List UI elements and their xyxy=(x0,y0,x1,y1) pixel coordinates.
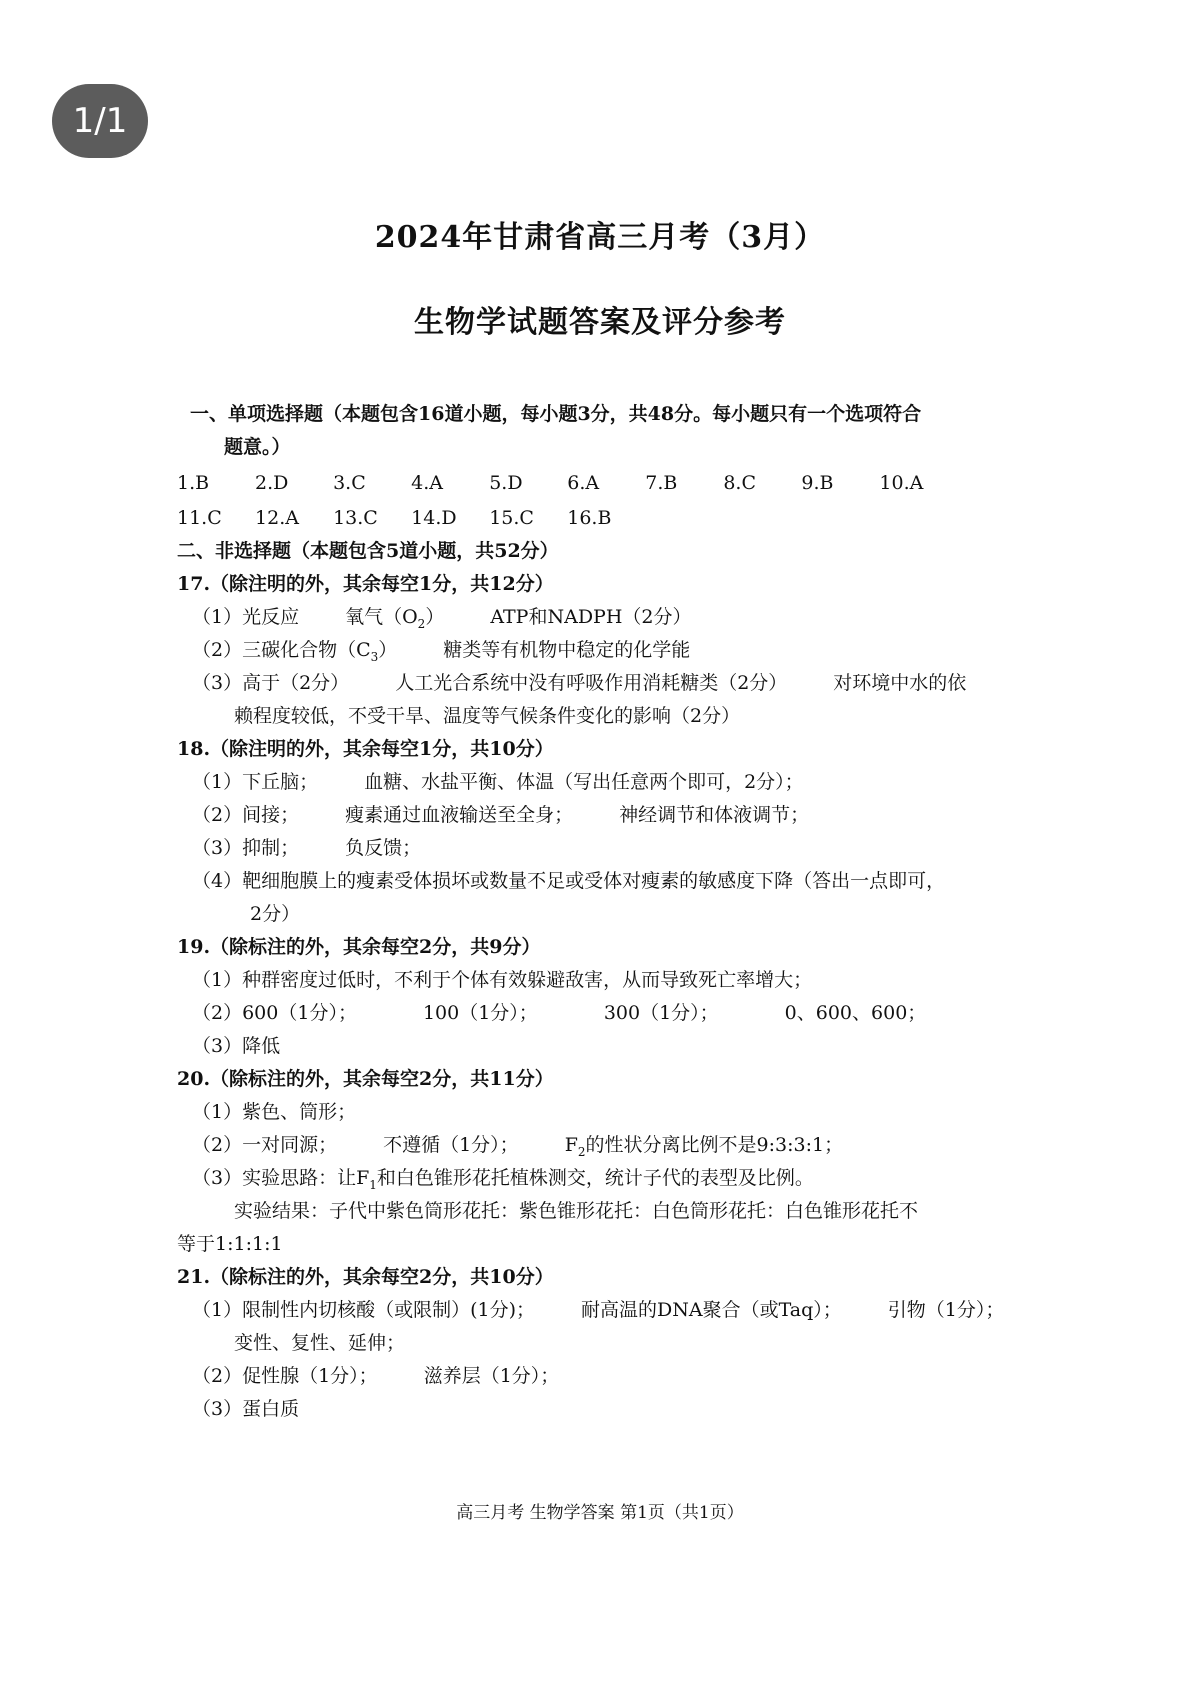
q20-part1: （1）紫色、筒形； xyxy=(192,1101,357,1123)
mc-answer: 5.D xyxy=(489,472,523,494)
q18-answer: 瘦素通过血液输送至全身； xyxy=(345,804,574,826)
q17-answer: （3）高于（2分） xyxy=(192,672,350,694)
q21-answer: （2）促性腺（1分）； xyxy=(192,1365,378,1387)
q19-part2 xyxy=(190,997,1070,1030)
q18-part4: （4）靶细胞膜上的瘦素受体损坏或数量不足或受体对瘦素的敏感度下降（答出一点即可， xyxy=(192,870,946,892)
q19-part1: （1）种群密度过低时，不利于个体有效躲避敌害，从而导致死亡率增大； xyxy=(192,969,813,991)
subscript: 3 xyxy=(370,649,379,664)
exam-title: 2024年甘肃省高三月考（3月） xyxy=(374,220,826,255)
q20-answer: 和白色锥形花托植株测交，统计子代的表型及比例。 xyxy=(376,1167,814,1189)
q17-part3-cont: 赖程度较低，不受干旱、温度等气候条件变化的影响（2分） xyxy=(234,705,741,727)
mc-answer: 8.C xyxy=(723,472,756,494)
q17-part1 xyxy=(190,601,1070,634)
mc-answers-row1 xyxy=(177,464,1070,502)
q17-answer: ATP和NADPH（2分） xyxy=(490,606,692,628)
subscript: 2 xyxy=(417,616,426,631)
q21-answer: 引物（1分）； xyxy=(887,1299,1005,1321)
q17-answer: （2）三碳化合物（C xyxy=(192,639,371,661)
mc-answer: 12.A xyxy=(255,507,299,529)
q21-part3: （3）蛋白质 xyxy=(192,1398,300,1420)
q18-answer: （1）下丘脑； xyxy=(192,771,319,793)
q20-answer: 不遵循（1分）； xyxy=(383,1134,519,1156)
section1-heading-cont: 题意。） xyxy=(224,436,291,458)
q21-part2 xyxy=(190,1360,1070,1393)
q18-answer: 负反馈； xyxy=(345,837,422,859)
q17-heading: 17.（除注明的外，其余每空1分，共12分） xyxy=(177,573,554,595)
q19-answer: 0、600、600； xyxy=(784,1002,927,1024)
q17-part3 xyxy=(190,667,1070,700)
mc-answer: 16.B xyxy=(567,507,612,529)
mc-answer: 2.D xyxy=(255,472,289,494)
q17-answer: 对环境中水的依 xyxy=(833,672,967,694)
mc-answer: 15.C xyxy=(489,507,534,529)
mc-answer: 10.A xyxy=(879,472,924,494)
mc-answers-row2 xyxy=(177,502,1070,535)
mc-answer: 6.A xyxy=(567,472,600,494)
mc-answer: 7.B xyxy=(645,472,678,494)
q17-part2 xyxy=(190,634,1070,667)
q19-answer: 100（1分）； xyxy=(422,1002,538,1024)
q20-part3-result: 实验结果：子代中紫色筒形花托：紫色锥形花托：白色筒形花托：白色锥形花托不 xyxy=(234,1200,919,1222)
q18-heading: 18.（除注明的外，其余每空1分，共10分） xyxy=(177,738,554,760)
q21-answer: 耐高温的DNA聚合（或Taq）； xyxy=(581,1299,842,1321)
mc-answer: 3.C xyxy=(333,472,366,494)
q19-answer: （2）600（1分）； xyxy=(192,1002,357,1024)
section1-heading: 一、单项选择题（本题包含16道小题，每小题3分，共48分。每小题只有一个选项符合 xyxy=(190,403,922,425)
page-footer: 高三月考 生物学答案 第1页（共1页） xyxy=(456,1503,744,1523)
q19-answer: 300（1分）； xyxy=(603,1002,719,1024)
q18-part1 xyxy=(190,766,1070,799)
q18-part4-cont: 2分） xyxy=(250,903,301,925)
q18-part2 xyxy=(190,799,1070,832)
q18-answer: 血糖、水盐平衡、体温（写出任意两个即可，2分）； xyxy=(364,771,804,793)
section2-heading: 二、非选择题（本题包含5道小题，共52分） xyxy=(177,540,559,562)
q20-heading: 20.（除标注的外，其余每空2分，共11分） xyxy=(177,1068,554,1090)
q20-answer: F xyxy=(564,1134,578,1156)
q17-answer: ） xyxy=(378,639,398,661)
mc-answer: 13.C xyxy=(333,507,378,529)
answer-content xyxy=(177,398,1070,1426)
q20-answer: （2）一对同源； xyxy=(192,1134,338,1156)
q21-answer: （1）限制性内切核酸（或限制）(1分)； xyxy=(192,1299,536,1321)
q19-part3: （3）降低 xyxy=(192,1035,281,1057)
answer-key-title: 生物学试题答案及评分参考 xyxy=(414,305,786,340)
q18-answer: 神经调节和体液调节； xyxy=(619,804,810,826)
q21-part1-cont: 变性、复性、延伸； xyxy=(234,1332,406,1354)
q17-answer: 人工光合系统中没有呼吸作用消耗糖类（2分） xyxy=(395,672,788,694)
subscript: 1 xyxy=(369,1177,377,1192)
q17-answer: 氧气（O xyxy=(345,606,418,628)
q18-answer: （2）间接； xyxy=(192,804,300,826)
q20-answer: （3）实验思路：让F xyxy=(192,1167,370,1189)
q21-answer: 滋养层（1分）； xyxy=(423,1365,560,1387)
q17-answer: ） xyxy=(425,606,445,628)
q21-part1 xyxy=(190,1294,1070,1327)
mc-answer: 4.A xyxy=(411,472,443,494)
q18-answer: （3）抑制； xyxy=(192,837,300,859)
q21-heading: 21.（除标注的外，其余每空2分，共10分） xyxy=(177,1266,554,1288)
mc-answer: 9.B xyxy=(801,472,834,494)
q20-part3 xyxy=(190,1162,1070,1195)
q17-answer: 糖类等有机物中稳定的化学能 xyxy=(443,639,691,661)
q20-part2 xyxy=(190,1129,1070,1162)
page-counter-badge: 1/1 xyxy=(52,84,148,158)
mc-answer: 1.B xyxy=(177,472,210,494)
q18-part3 xyxy=(190,832,1070,865)
q20-answer: 的性状分离比例不是9:3:3:1； xyxy=(585,1134,844,1156)
q19-heading: 19.（除标注的外，其余每空2分，共9分） xyxy=(177,936,541,958)
q20-part3-result-cont: 等于1:1:1:1 xyxy=(177,1233,283,1255)
subscript: 2 xyxy=(577,1144,586,1159)
q17-answer: （1）光反应 xyxy=(192,606,300,628)
mc-answer: 11.C xyxy=(177,507,222,529)
mc-answer: 14.D xyxy=(411,507,457,529)
